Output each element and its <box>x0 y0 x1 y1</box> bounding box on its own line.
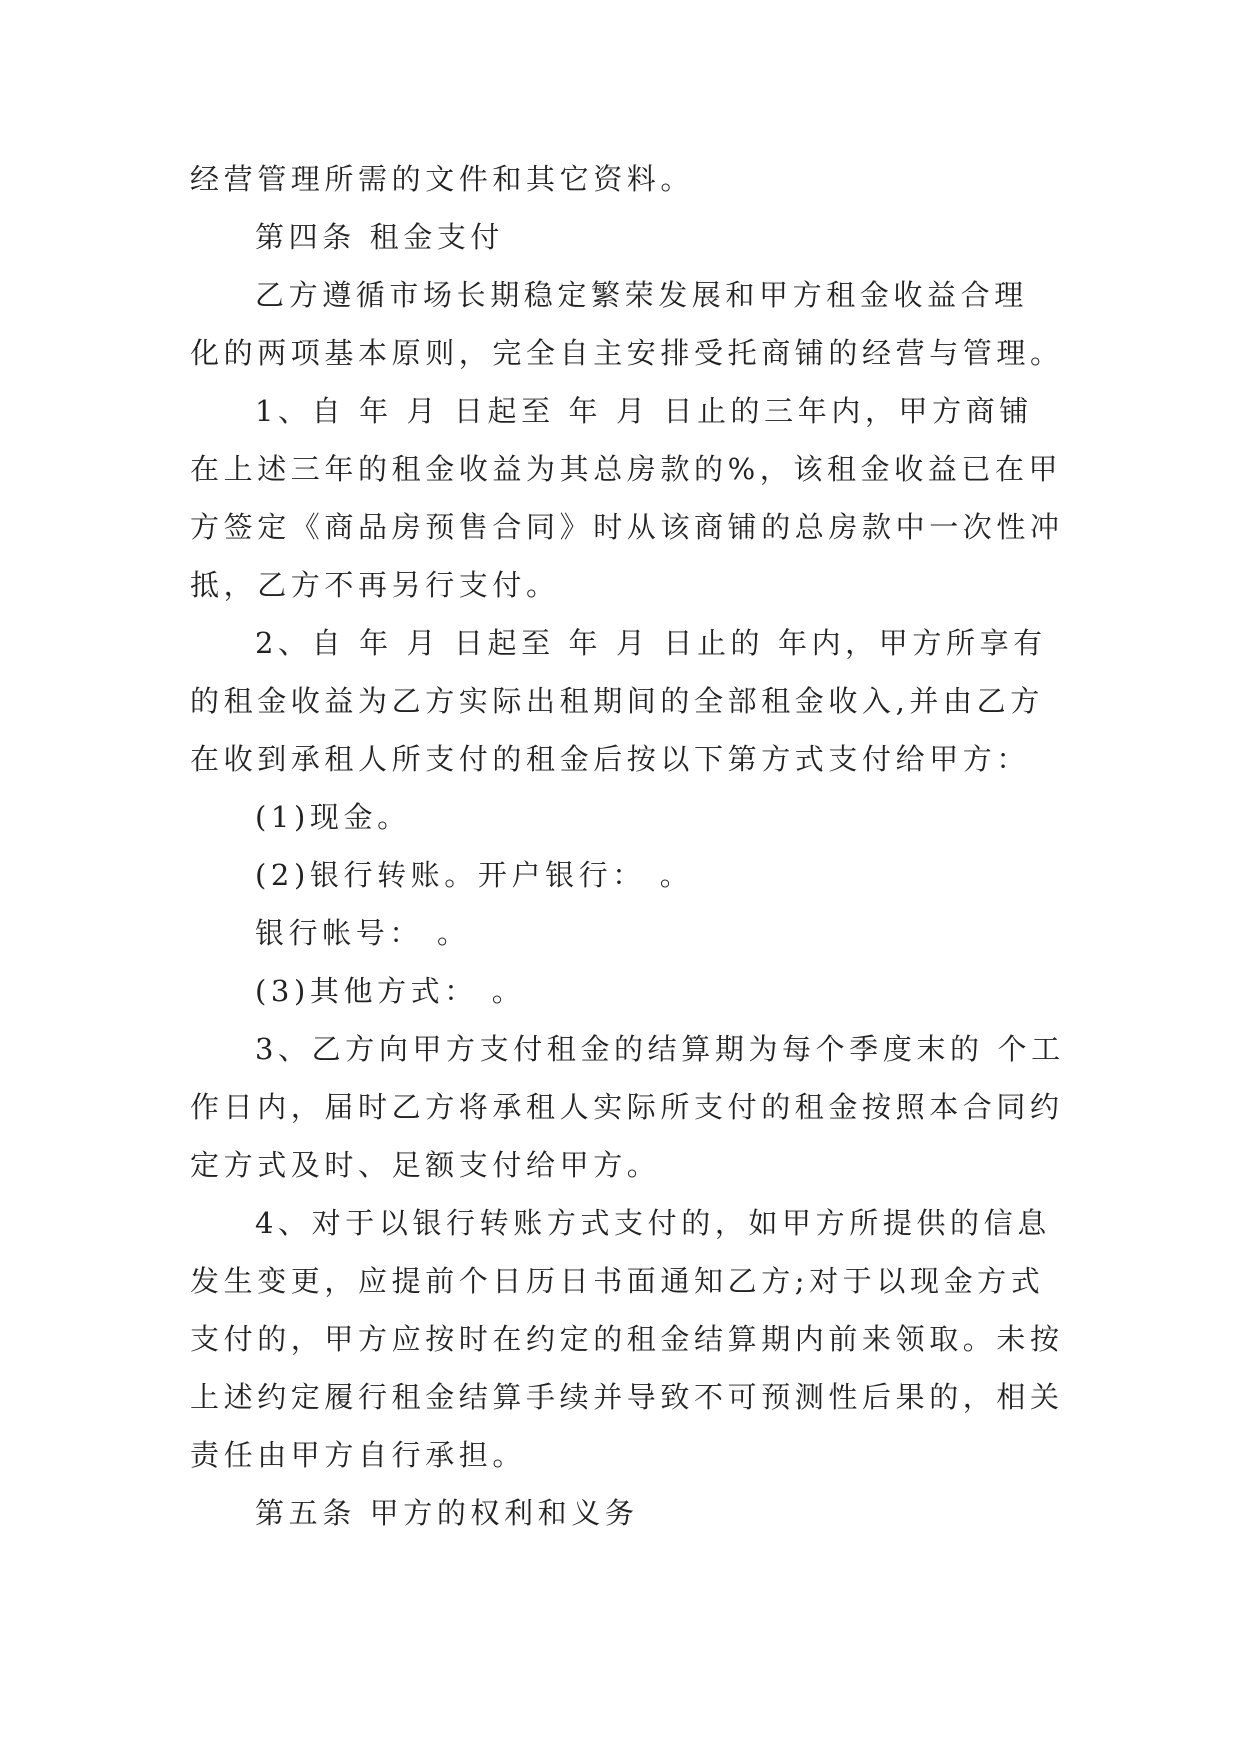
text-line: 乙方遵循市场长期稳定繁荣发展和甲方租金收益合理 <box>255 278 1028 312</box>
text-line: 的租金收益为乙方实际出租期间的全部租金收入,并由乙方 <box>190 684 1044 718</box>
text-line: 支付的，甲方应按时在约定的租金结算期内前来领取。未按 <box>190 1322 1064 1356</box>
text-line: 作日内，届时乙方将承租人实际所支付的租金按照本合同约 <box>190 1090 1064 1124</box>
text-line: 化的两项基本原则，完全自主安排受托商铺的经营与管理。 <box>190 336 1064 370</box>
text-line: 定方式及时、足额支付给甲方。 <box>190 1148 661 1182</box>
text-line: 银行帐号： 。 <box>255 916 471 950</box>
text-line: 经营管理所需的文件和其它资料。 <box>190 162 695 196</box>
text-line: 2、自 年 月 日起至 年 月 日止的 年内，甲方所享有 <box>255 626 1047 660</box>
text-line: 上述约定履行租金结算手续并导致不可预测性后果的，相关 <box>190 1380 1064 1414</box>
text-line: 在上述三年的租金收益为其总房款的%，该租金收益已在甲 <box>190 452 1063 486</box>
text-line: 发生变更，应提前个日历日书面通知乙方;对于以现金方式 <box>190 1264 1045 1298</box>
section-heading-article-5: 第五条 甲方的权利和义务 <box>255 1496 639 1530</box>
text-line: 在收到承租人所支付的租金后按以下第方式支付给甲方： <box>190 742 1031 776</box>
text-line: (1)现金。 <box>255 800 411 834</box>
text-line: 责任由甲方自行承担。 <box>190 1438 527 1472</box>
text-line: (3)其他方式： 。 <box>255 974 526 1008</box>
document-body <box>190 150 1065 1542</box>
text-line: 4、对于以银行转账方式支付的，如甲方所提供的信息 <box>255 1206 1051 1240</box>
text-line: 1、自 年 月 日起至 年 月 日止的三年内，甲方商铺 <box>255 394 1033 428</box>
text-line: 方签定《商品房预售合同》时从该商铺的总房款中一次性冲 <box>190 510 1064 544</box>
text-line: (2)银行转账。开户银行： 。 <box>255 858 694 892</box>
text-line: 3、乙方向甲方支付租金的结算期为每个季度末的 个工 <box>255 1032 1065 1066</box>
text-line: 抵，乙方不再另行支付。 <box>190 568 560 602</box>
section-heading-article-4: 第四条 租金支付 <box>255 220 505 254</box>
